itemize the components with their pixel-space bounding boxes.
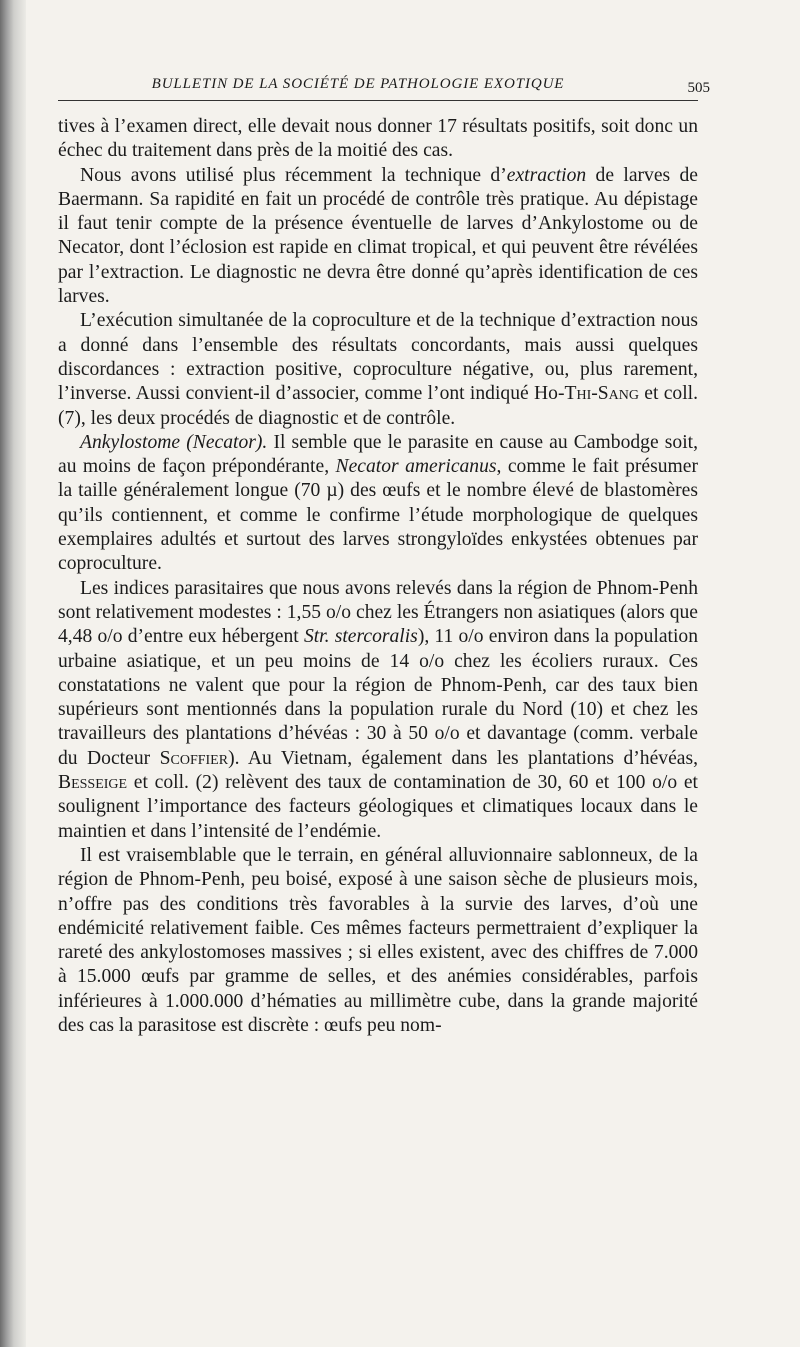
paragraph-2 bbox=[58, 164, 698, 310]
paragraph-2-text-a: Nous avons utilisé plus récemment la technique d’ bbox=[80, 164, 507, 186]
paragraph-5-text-a: Les indices parasitaires que nous avons relevés dans la région de Phnom-Penh sont relativement modestes : 1,55 o/o chez les Étrangers non asiatiques (alors que 4,48 o/o d’entre eux hébergent bbox=[58, 577, 698, 648]
running-header bbox=[58, 74, 710, 101]
species-name-necator: Necator americanus bbox=[335, 456, 497, 478]
paragraph-1-text: tives à l’examen direct, elle devait nous donner 17 résultats positifs, soit donc un échec du traitement dans près de la moitié des cas. bbox=[58, 116, 698, 162]
author-name-besseige: Besseige bbox=[58, 772, 128, 794]
running-title: BULLETIN DE LA SOCIÉTÉ DE PATHOLOGIE EXOTIQUE bbox=[151, 76, 565, 92]
paragraph-6 bbox=[58, 844, 698, 1038]
author-name-scoffier: Scoffier bbox=[159, 747, 229, 769]
page bbox=[58, 74, 710, 1038]
paragraph-5-text-d: et coll. (2) relèvent des taux de contamination de 30, 60 et 100 o/o et soulignent l’importance des facteurs géologiques et climatiques locaux dans le maintien et dans l’intensité de l’endémie. bbox=[58, 772, 698, 842]
species-name-strongyloides: Str. stercoralis bbox=[303, 626, 418, 648]
paragraph-2-italic: extraction bbox=[506, 164, 587, 186]
paragraph-6-text: Il est vraisemblable que le terrain, en général alluvionnaire sablonneux, de la région de Phnom-Penh, peu boisé, exposé à une saison sèche de plusieurs mois, n’offre pas des conditions très favorables à la survie des larves, d’où une endémicité relativement faible. Ces mêmes facteurs permettraient d’expliquer la rareté des ankylostomoses massives ; si elles existent, avec des chiffres de 7.000 à 15.000 œufs par gramme de selles, et des anémies considérables, parfois inférieures à 1.000.000 d’hématies au millimètre cube, dans la grande majorité des cas la parasitose est discrète : œufs peu nom- bbox=[58, 844, 698, 1036]
paragraph-3 bbox=[58, 309, 698, 430]
paragraph-3-text-a: L’exécution simultanée de la coproculture et de la technique d’extraction nous a donné dans l’ensemble des résultats concordants, mais aussi quelques discordances : extraction positive, coproculture négative, ou, plus rarement, l’inverse. Aussi convient-il d’associer, comme l’ont indiqué Ho- bbox=[58, 310, 698, 405]
paragraph-5-text-c: ). Au Vietnam, également dans les plantations d’hévéas, bbox=[228, 747, 698, 769]
paragraph-4 bbox=[58, 431, 698, 577]
paragraph-5 bbox=[58, 577, 698, 844]
author-name-ho-thi-sang: Thi-Sang bbox=[564, 383, 639, 405]
page-number: 505 bbox=[687, 80, 710, 96]
paragraph-4-text-b: , comme le fait présumer la taille généralement longue (70 µ) des œufs et le nombre élevé de blastomères qu’ils contiennent, et comme le confirme l’étude morphologique de quelques exemplaires adultés et surtout des larves strongyloïdes enkystées obtenues par coproculture. bbox=[58, 456, 698, 575]
paragraph-5-text-b: ), 11 o/o environ dans la population urbaine asiatique, et un peu moins de 14 o/o chez les écoliers ruraux. Ces constatations ne valent que pour la région de Phnom-Penh, car des taux bien supérieurs sont mentionnés dans la population rurale du Nord (10) et chez les travailleurs des plantations d’hévéas : 30 à 50 o/o et davantage (comm. verbale du Docteur bbox=[58, 626, 698, 769]
paragraph-4-text-a: Il semble que le parasite en cause au Cambodge soit, au moins de façon prépondérante, bbox=[58, 431, 698, 478]
section-title-ankylostome: Ankylostome (Necator). bbox=[80, 431, 268, 453]
book-spine-shadow bbox=[0, 0, 26, 1347]
paragraph-2-text-b: de larves de Baermann. Sa rapidité en fait un procédé de contrôle très pratique. Au dépistage il faut tenir compte de la présence éventuelle de larves d’Ankylostome ou de Necator, dont l’éclosion est rapide en climat tropical, et qui peuvent être révélées par l’extraction. Le diagnostic ne devra être donné qu’après identification de ces larves. bbox=[58, 164, 699, 308]
paragraph-1 bbox=[58, 115, 698, 164]
body-text bbox=[58, 115, 698, 1038]
paragraph-3-text-b: et coll. (7), les deux procédés de diagnostic et de contrôle. bbox=[58, 383, 699, 429]
